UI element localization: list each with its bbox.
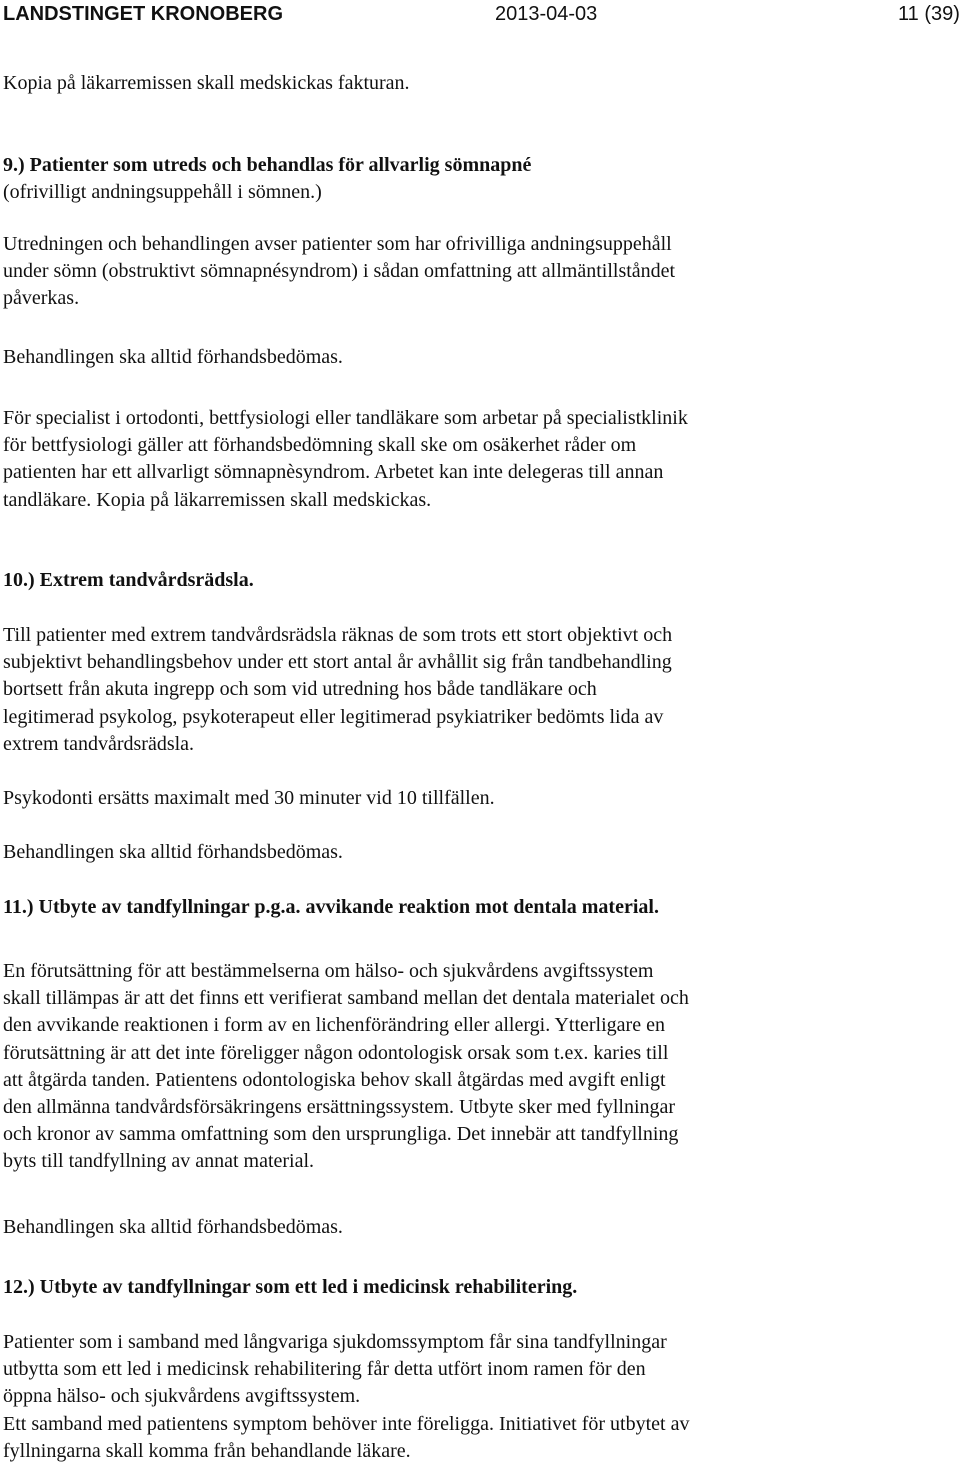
section-10-heading: 10.) Extrem tandvårdsrädsla. [3, 569, 254, 591]
section-11-heading: 11.) Utbyte av tandfyllningar p.g.a. avvikande reaktion mot dentala material. [3, 896, 659, 918]
section-10-psychodontics-note: Psykodonti ersätts maximalt med 30 minuter vid 10 tillfällen. [3, 787, 495, 809]
organization-name: LANDSTINGET KRONOBERG [3, 3, 283, 25]
invoice-note: Kopia på läkarremissen skall medskickas fakturan. [3, 72, 410, 94]
section-9-prior-assessment-note: Behandlingen ska alltid förhandsbedömas. [3, 346, 343, 368]
section-12-paragraph: Patienter som i samband med långvariga sjukdomssymptom får sina tandfyllningar utbytta som ett led i medicinsk rehabilitering får detta utfört inom ramen för den öppna hälso- och sjukvårdens avgiftssystem. Ett samband med patientens symptom behöver inte föreligga. Initiativet för utbytet av fyllningarna skall komma från behandlande läkare. [3, 1331, 690, 1462]
section-9-heading: 9.) Patienter som utreds och behandlas för allvarlig sömnapné [3, 154, 532, 176]
section-9-paragraph: Utredningen och behandlingen avser patienter som har ofrivilliga andningsuppehåll under sömn (obstruktivt sömnapnésyndrom) i sådan omfattning att allmäntillståndet påverkas. [3, 233, 676, 310]
section-12-heading: 12.) Utbyte av tandfyllningar som ett led i medicinsk rehabilitering. [3, 1276, 578, 1298]
section-10-prior-assessment-note: Behandlingen ska alltid förhandsbedömas. [3, 841, 343, 863]
section-9-specialist-paragraph: För specialist i ortodonti, bettfysiologi eller tandläkare som arbetar på specialistklinik för bettfysiologi gäller att förhandsbedömning skall ske om osäkerhet råder om patienten har ett allvarligt sömnapnèsyndrom. Arbetet kan inte delegeras till annan tandläkare. Kopia på läkarremissen skall medskickas. [3, 407, 688, 511]
section-10-paragraph: Till patienter med extrem tandvårdsrädsla räknas de som trots ett stort objektivt och subjektivt behandlingsbehov under ett stort antal år avhållit sig från tandbehandling bortsett från akuta ingrepp och som vid utredning hos både tandläkare och legitimerad psykolog, psykoterapeut eller legitimerad psykiatriker bedömts lida av extrem tandvårdsrädsla. [3, 624, 673, 755]
document-date: 2013-04-03 [495, 3, 598, 25]
section-9-subheading: (ofrivilligt andningsuppehåll i sömnen.) [3, 181, 322, 203]
section-11-paragraph: En förutsättning för att bestämmelserna om hälso- och sjukvårdens avgiftssystem skall tillämpas är att det finns ett verifierat samband mellan det dentala materialet och den avvikande reaktionen i form av en lichenförändring eller allergi. Ytterligare en förutsättning är att det inte föreligger någon odontologisk orsak som t.ex. karies till att åtgärda tanden. Patientens odontologiska behov skall åtgärdas med avgift enligt den allmänna tandvårdsförsäkringens ersättningssystem. Utbyte sker med fyllningar och kronor av samma omfattning som den ursprungliga. Det innebär att tandfyllning byts till tandfyllning av annat material. [3, 960, 689, 1173]
page-number: 11 (39) [898, 3, 960, 25]
section-11-prior-assessment-note: Behandlingen ska alltid förhandsbedömas. [3, 1216, 343, 1238]
